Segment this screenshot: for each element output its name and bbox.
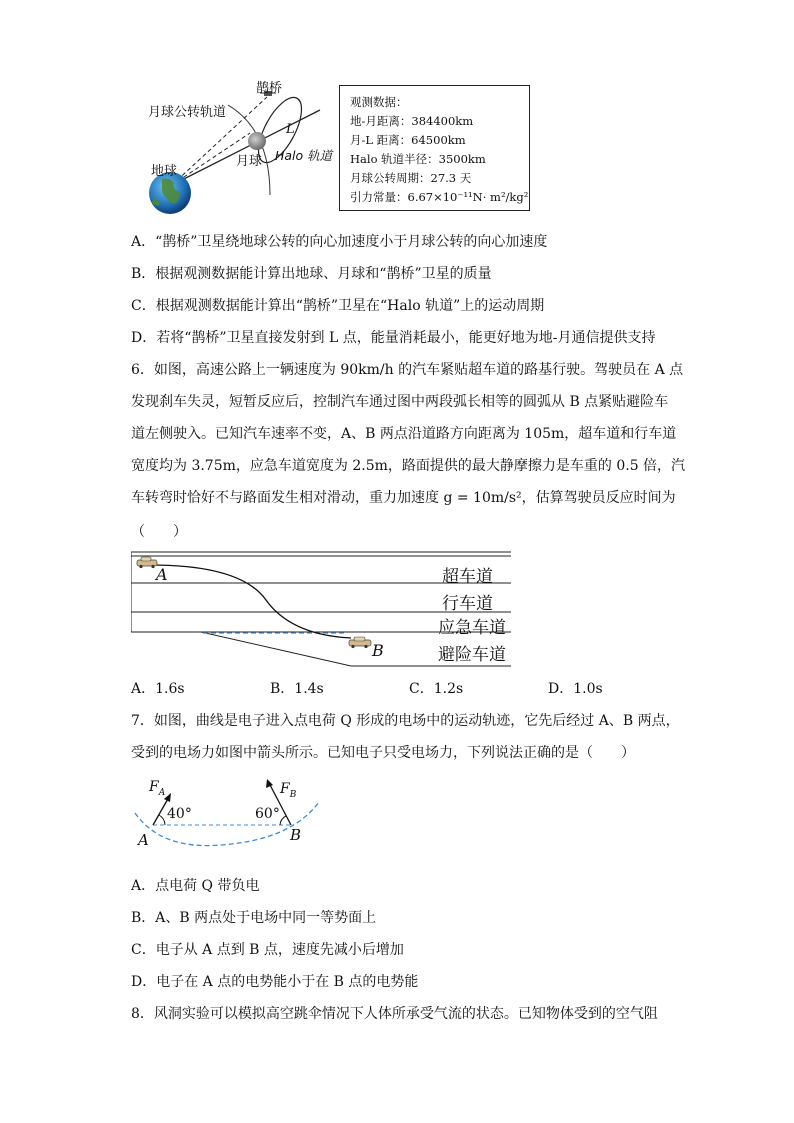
obs-title: 观测数据： <box>350 95 408 109</box>
lane-label-escape: 避险车道 <box>438 645 506 665</box>
q5-option-a: A．“鹊桥”卫星绕地球公转的向心加速度小于月球公转的向心加速度 <box>131 234 548 250</box>
q5-option-b: B．根据观测数据能计算出地球、月球和“鹊桥”卫星的质量 <box>131 266 492 282</box>
lane-label-emergency: 应急车道 <box>438 618 506 638</box>
obs-line-2: 月-L 距离：64500km <box>350 133 466 147</box>
obs-line-3: Halo 轨道半径：3500km <box>350 152 486 166</box>
force-label-b: $F_B$ <box>280 781 297 800</box>
q6-stem-line-1: 6．如图，高速公路上一辆速度为 90km/h 的汽车紧贴超车道的路基行驶。驾驶员在 A 点 <box>131 362 684 378</box>
field-point-b: B <box>290 826 302 844</box>
observation-data-box <box>339 85 530 211</box>
label-queqiao: 鹊桥 <box>256 81 283 96</box>
car-b-icon <box>349 637 371 648</box>
q6-option-c: C．1.2s <box>409 681 464 697</box>
q5-option-c: C．根据观测数据能计算出“鹊桥”卫星在“Halo 轨道”上的运动周期 <box>131 298 545 314</box>
angle-label-b: 60° <box>255 806 280 822</box>
car-a-icon <box>137 557 157 568</box>
lane-label-overtaking: 超车道 <box>442 567 493 587</box>
label-moon: 月球 <box>236 154 263 169</box>
angle-label-a: 40° <box>167 806 192 822</box>
road-point-a: A <box>156 565 168 584</box>
angle-arc-b <box>280 816 286 825</box>
q7-option-d: D．电子在 A 点的电势能小于在 B 点的电势能 <box>131 974 419 990</box>
force-arrow-b-head <box>266 779 273 788</box>
q6-stem-line-4: 宽度均为 3.75m，应急车道宽度为 2.5m，路面提供的最大静摩擦力是车重的 0.5 倍，汽 <box>131 458 686 474</box>
q6-stem-line-6: （ ） <box>131 524 187 540</box>
q7-option-b: B．A、B 两点处于电场中同一等势面上 <box>131 910 377 926</box>
moon-icon <box>248 132 266 150</box>
field-point-a: A <box>138 831 149 849</box>
car-path <box>151 565 351 638</box>
q6-option-d: D．1.0s <box>548 681 603 697</box>
force-label-a: $F_A$ <box>149 779 166 798</box>
q6-stem-line-5: 车转弯时恰好不与路面发生相对滑动，重力加速度 g = 10m/s²，估算驾驶员反应时间为 <box>131 490 676 506</box>
lane-label-driving: 行车道 <box>442 594 493 614</box>
q8-stem-line-1: 8．风洞实验可以模拟高空跳伞情况下人体所承受气流的状态。已知物体受到的空气阻 <box>131 1006 658 1022</box>
q5-option-d: D．若将“鹊桥”卫星直接发射到 L 点，能量消耗最小，能更好地为地-月通信提供支持 <box>131 330 656 346</box>
road-point-b: B <box>372 641 384 660</box>
q6-stem-line-2: 发现刹车失灵，短暂反应后，控制汽车通过图中两段弧长相等的圆弧从 B 点紧贴避险车 <box>131 394 669 410</box>
label-earth: 地球 <box>151 164 178 179</box>
obs-line-1: 地-月距离：384400km <box>350 114 474 128</box>
angle-arc-a <box>159 815 165 825</box>
q6-stem-line-3: 道左侧驶入。已知汽车速率不变，A、B 两点沿道路方向距离为 105m，超车道和行车道 <box>131 426 677 442</box>
q7-stem-line-1: 7．如图，曲线是电子进入点电荷 Q 形成的电场中的运动轨迹，它先后经过 A、B 两点， <box>131 713 680 729</box>
obs-line-5: 引力常量：6.67×10⁻¹¹N· m²/kg² <box>350 190 529 204</box>
q6-option-b: B．1.4s <box>270 681 324 697</box>
label-moon-orbit: 月球公转轨道 <box>148 105 227 120</box>
label-L: L <box>286 122 295 137</box>
q7-option-a: A．点电荷 Q 带负电 <box>131 878 260 894</box>
label-halo: Halo 轨道 <box>275 148 333 163</box>
q6-option-a: A．1.6s <box>131 681 185 697</box>
q7-option-c: C．电子从 A 点到 B 点，速度先减小后增加 <box>131 942 404 958</box>
q7-stem-line-2: 受到的电场力如图中箭头所示。已知电子只受电场力，下列说法正确的是（ ） <box>131 745 635 761</box>
escape-lane-diagonal <box>201 632 351 666</box>
obs-line-4: 月球公转周期：27.3 天 <box>350 171 472 185</box>
